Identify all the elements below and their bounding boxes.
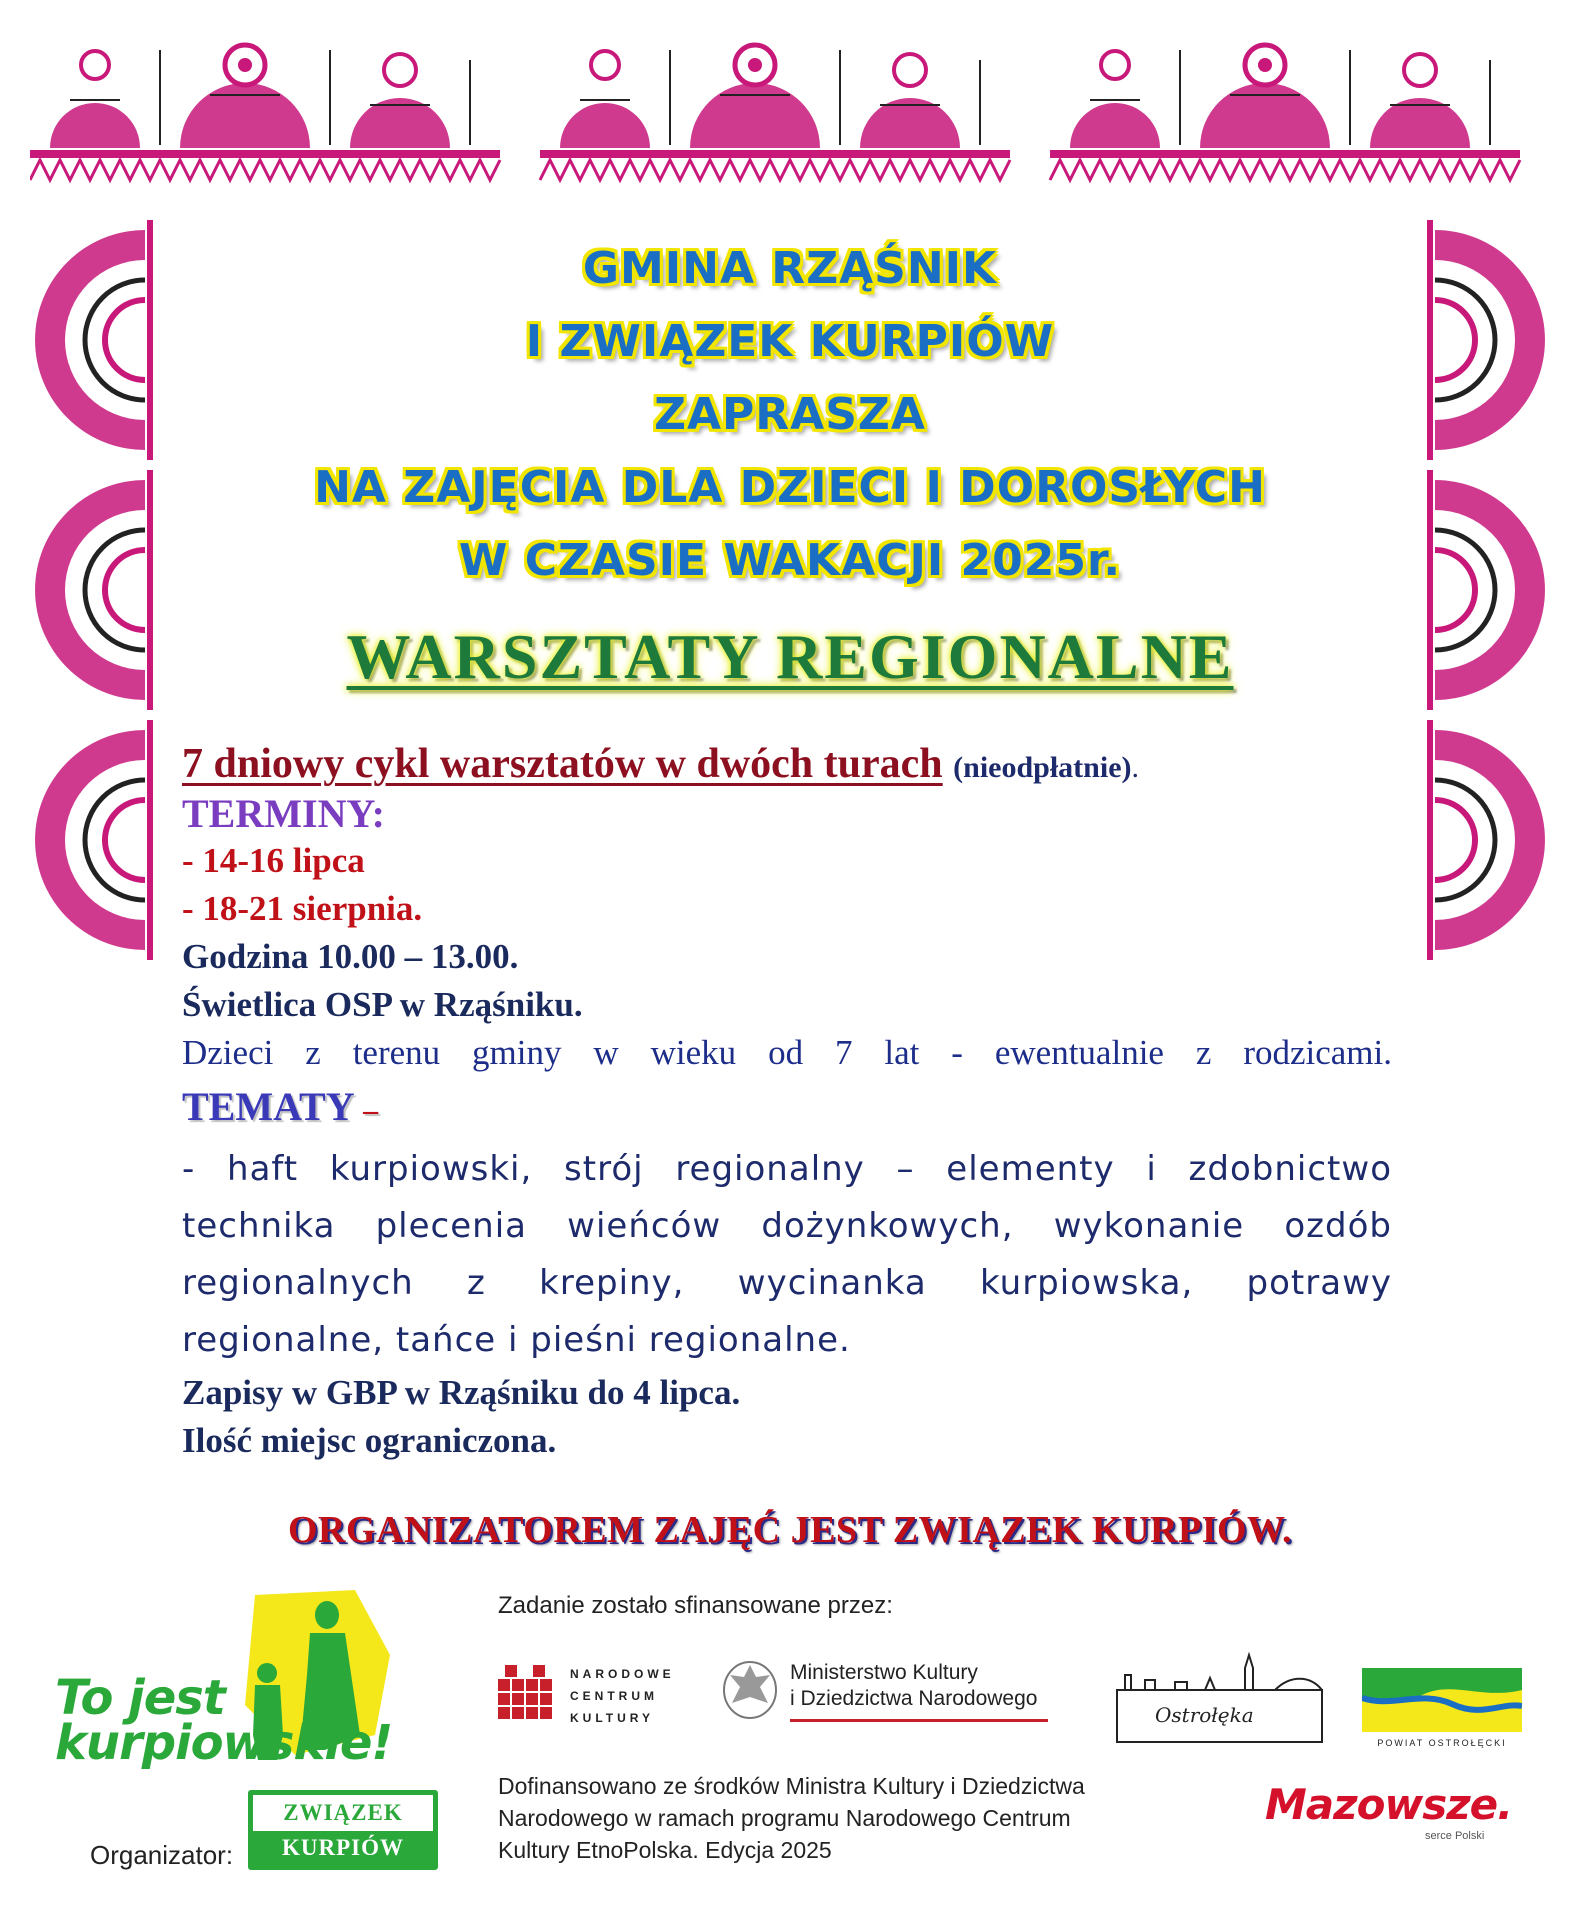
ministry-logo xyxy=(720,1655,1060,1735)
city-name: Ostrołęka xyxy=(1155,1703,1254,1727)
date-1: - 14-16 lipca xyxy=(182,841,365,880)
invitation-header xyxy=(180,232,1400,597)
ministry-underline xyxy=(790,1719,1048,1722)
topics-heading: TEMATY – xyxy=(182,1084,379,1129)
ministry-line-2: i Dziedzictwa Narodowego xyxy=(790,1687,1038,1710)
nck-line-2: CENTRUM xyxy=(570,1689,658,1703)
embroidery-right-border xyxy=(1420,220,1555,980)
cycle-line: 7 dniowy cykl warsztatów w dwóch turach (nieodpłatnie). xyxy=(182,741,1140,787)
embroidery-top-border xyxy=(30,30,1540,200)
ministry-line-1: Ministerstwo Kultury xyxy=(790,1661,978,1684)
campaign-line-2: kurpiowskie! xyxy=(55,1715,393,1771)
nck-mark-icon xyxy=(498,1665,562,1729)
zk-logo-bottom: KURPIÓW xyxy=(253,1831,433,1865)
limited-seats: Ilość miejsc ograniczona. xyxy=(182,1421,557,1460)
date-2: - 18-21 sierpnia. xyxy=(182,889,423,928)
nck-line-3: KULTURY xyxy=(570,1711,654,1725)
embroidery-left-border xyxy=(25,220,160,980)
mazowsze-logo xyxy=(1265,1780,1525,1850)
registration: Zapisy w GBP w Rząśniku do 4 lipca. xyxy=(182,1373,741,1412)
organizer-label: Organizator: xyxy=(90,1840,234,1870)
event-details xyxy=(182,740,1392,1465)
topics-list: - haft kurpiowski, strój regionalny – elementy i zdobnictwo technika plecenia wieńców dożynkowych, wykonanie ozdób regionalnych z krepiny, wycinanka kurpiowska, potrawy regionalne, tańce i pieśni regionalne. xyxy=(182,1149,1392,1360)
audience: Dzieci z terenu gminy w wieku od 7 lat - ewentualnie z rodzicami. xyxy=(182,1033,1392,1072)
header-line-5: W CZASIE WAKACJI 2025r. xyxy=(458,535,1122,586)
hours: Godzina 10.00 – 13.00. xyxy=(182,937,519,976)
powiat-name: POWIAT OSTROŁĘCKI xyxy=(1377,1738,1507,1748)
powiat-logo xyxy=(1362,1660,1522,1750)
mazowsze-wordmark: Mazowsze. xyxy=(1265,1780,1513,1829)
place: Świetlica OSP w Rząśniku. xyxy=(182,985,583,1024)
terms-heading: TERMINY: xyxy=(182,791,385,836)
organizer-line: ORGANIZATOREM ZAJĘĆ JEST ZWIĄZEK KURPIÓW. xyxy=(287,1509,1293,1551)
page-title: WARSZTATY REGIONALNE xyxy=(346,621,1234,692)
header-line-2: I ZWIĄZEK KURPIÓW xyxy=(525,316,1055,367)
zwiazek-kurpiow-logo xyxy=(248,1790,438,1870)
ostroleka-logo xyxy=(1115,1650,1325,1745)
nck-logo xyxy=(498,1665,678,1735)
powiat-map-icon xyxy=(1362,1660,1522,1738)
eagle-icon xyxy=(720,1655,780,1725)
campaign-line-1: To jest xyxy=(55,1670,225,1726)
campaign-logo xyxy=(55,1585,455,1785)
funded-by-heading: Zadanie zostało sfinansowane przez: xyxy=(498,1592,893,1619)
cycle-text: 7 dniowy cykl warsztatów w dwóch turach xyxy=(182,741,943,787)
cofunding-note: Dofinansowano ze środków Ministra Kultury i Dziedzictwa Narodowego w ramach programu Narodowego Centrum Kultury EtnoPolska. Edycja 2025 xyxy=(498,1773,1085,1863)
nck-line-1: NARODOWE xyxy=(570,1667,675,1681)
city-skyline-icon xyxy=(1115,1650,1325,1745)
mazowsze-tagline: serce Polski xyxy=(1425,1830,1485,1842)
header-line-1: GMINA RZĄŚNIK xyxy=(582,243,998,294)
topics-heading-text: TEMATY xyxy=(182,1084,354,1129)
header-line-4: NA ZAJĘCIA DLA DZIECI I DOROSŁYCH xyxy=(314,462,1266,513)
zk-logo-top: ZWIĄZEK xyxy=(253,1795,433,1831)
header-line-3: ZAPRASZA xyxy=(654,389,926,440)
free-note: (nieodpłatnie) xyxy=(953,751,1132,784)
